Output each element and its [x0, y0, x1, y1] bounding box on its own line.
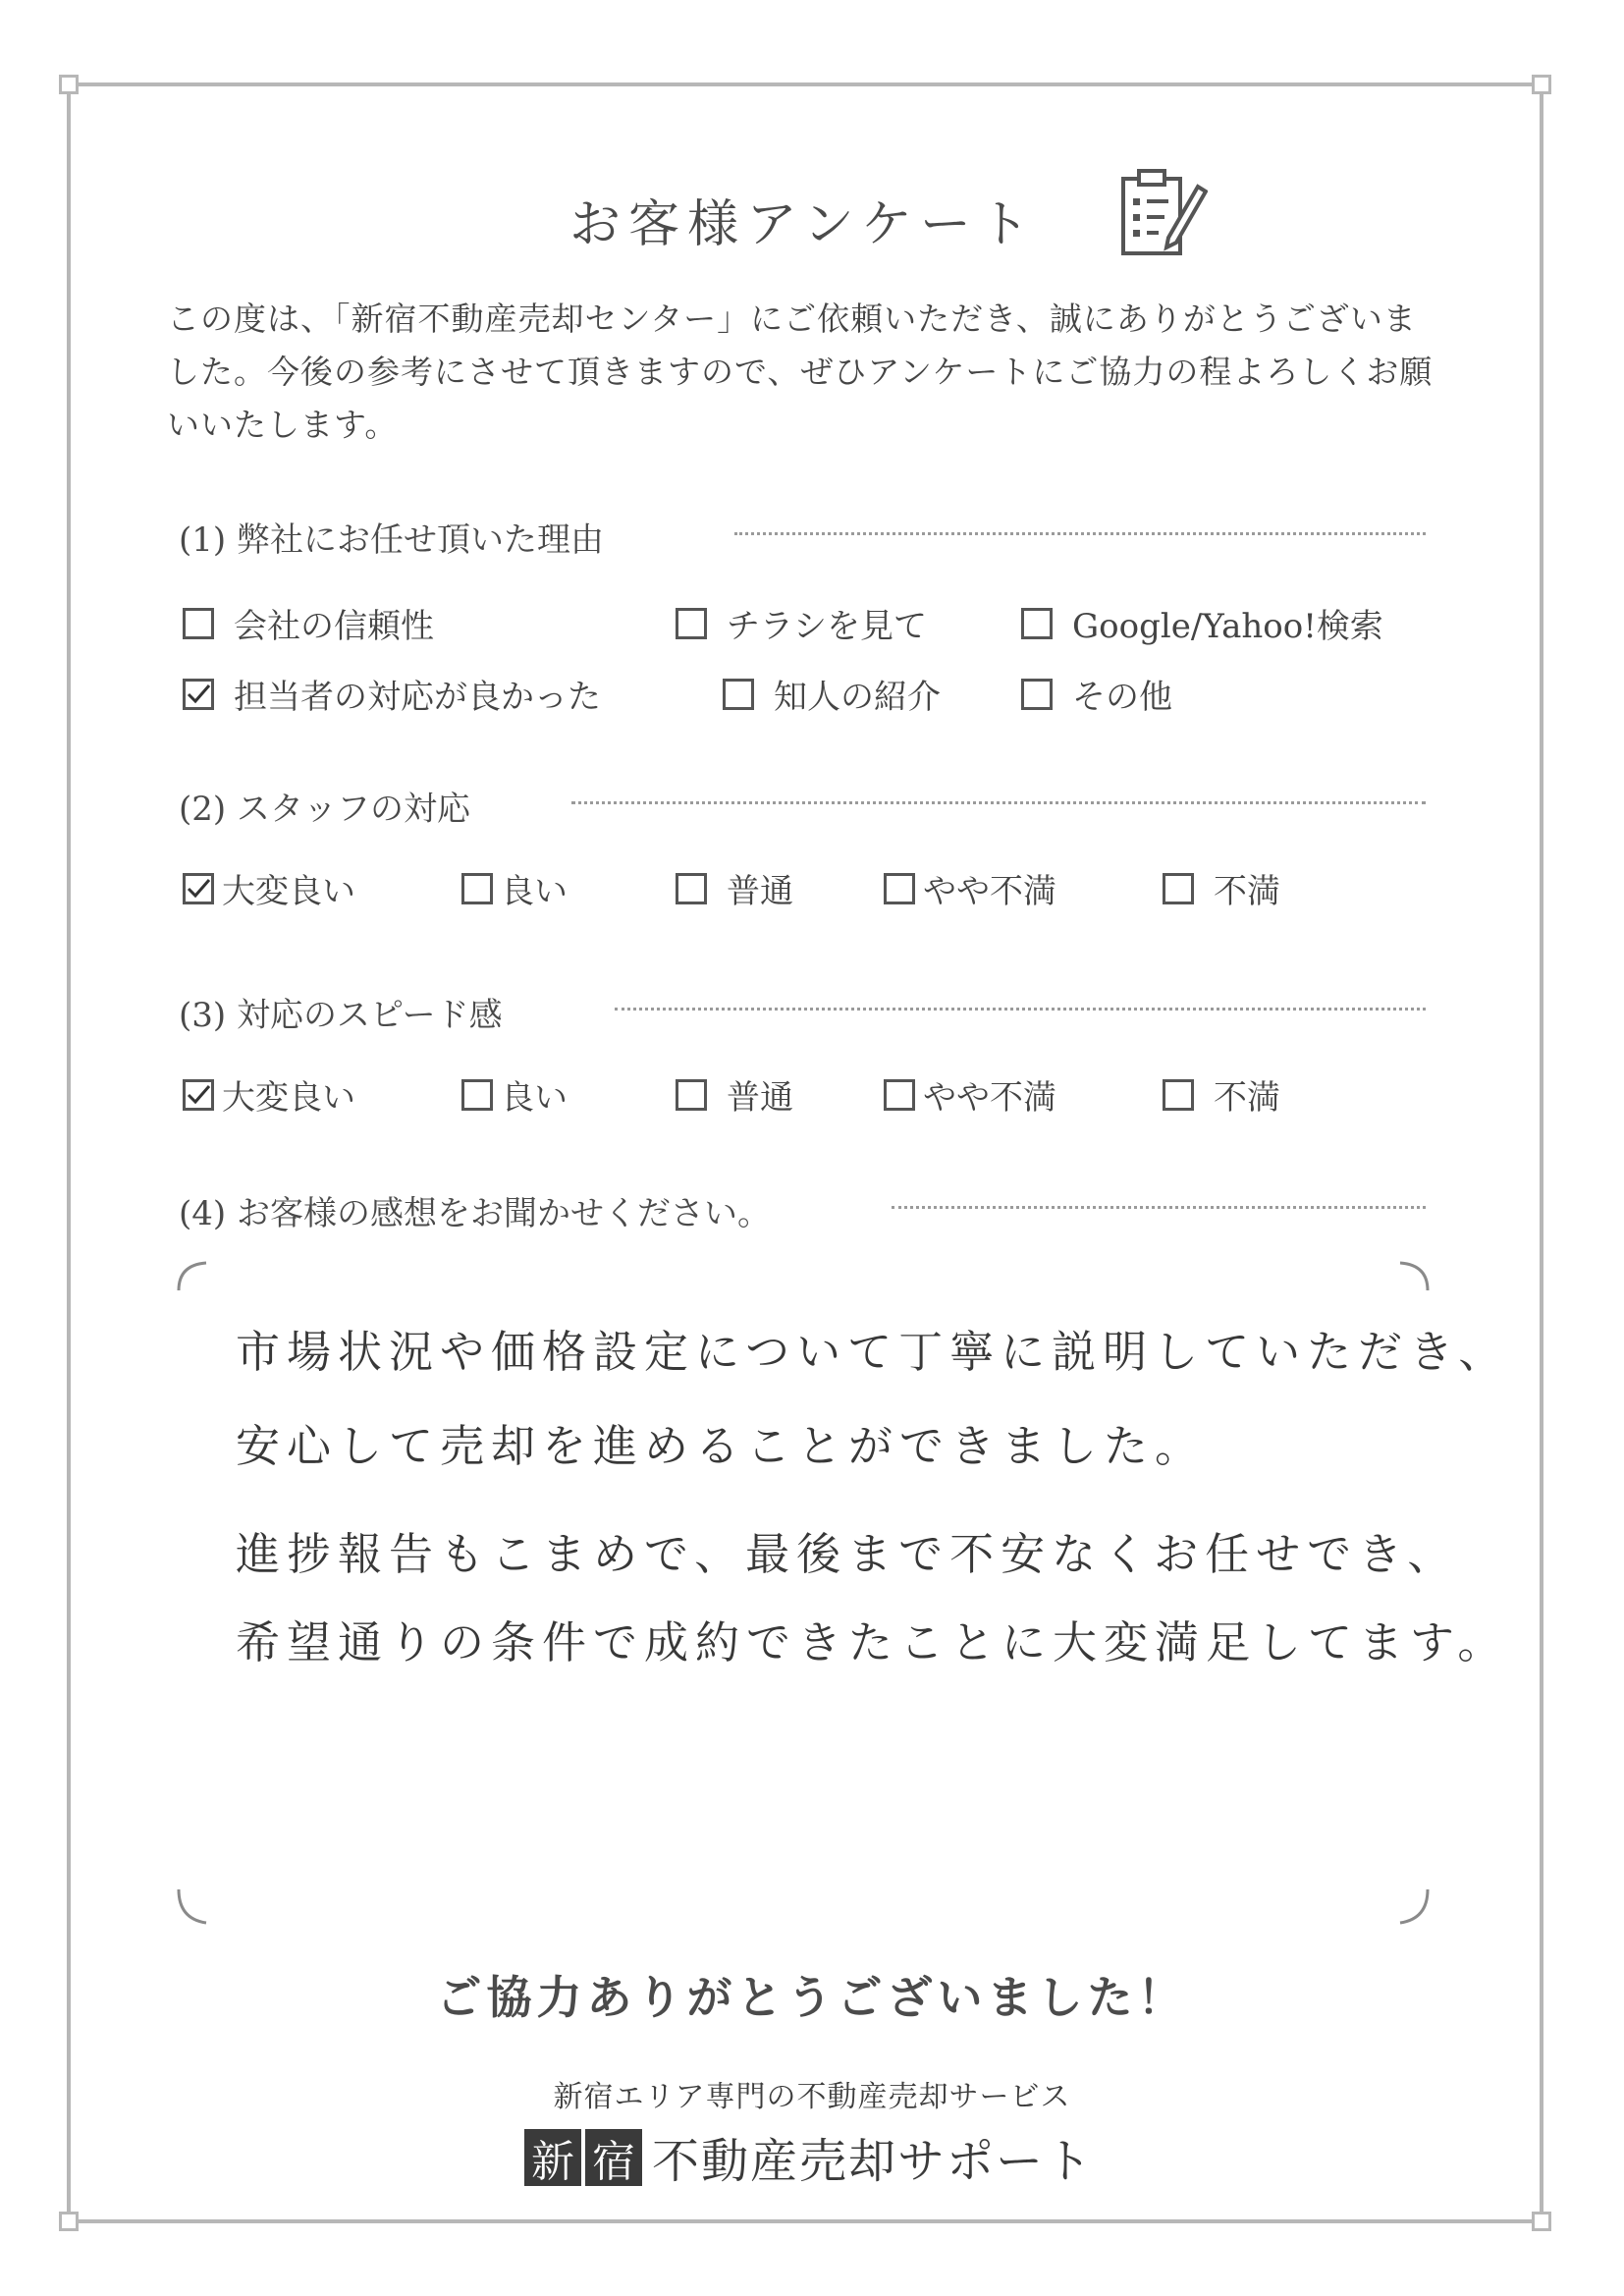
checkmark-icon	[186, 1083, 211, 1107]
option-label: 大変良い	[222, 872, 355, 911]
option-unsatisfied[interactable]	[1163, 1070, 1280, 1119]
intro-text: この度は、「新宿不動産売却センター」にご依頼いただき、誠にありがとうございました。今後の参考にさせて頂きますので、ぜひアンケートにご協力の程よろしくお願いいたします。	[167, 300, 1434, 444]
option-label: チラシを見て	[727, 607, 927, 646]
option-flyer[interactable]	[676, 599, 927, 647]
page-title: お客様アンケート	[569, 195, 1038, 254]
option-somewhat-unsatisfied[interactable]	[884, 1070, 1056, 1119]
option-company-trust[interactable]	[183, 599, 434, 647]
option-label: その他	[1072, 678, 1172, 717]
option-label: 担当者の対応が良かった	[234, 678, 601, 717]
logo-text: 不動産売却サポート	[652, 2134, 1095, 2189]
option-web-search[interactable]	[1021, 599, 1383, 647]
thanks-message: ご協力ありがとうございました！	[436, 1971, 1188, 2024]
checkbox-checked[interactable]	[183, 1079, 214, 1111]
checkbox[interactable]	[1021, 608, 1053, 639]
checkbox[interactable]	[461, 1079, 493, 1111]
option-average[interactable]	[676, 864, 793, 912]
option-label: Google/Yahoo!検索	[1072, 607, 1383, 646]
checkbox[interactable]	[1163, 873, 1194, 904]
dotted-rule	[892, 1206, 1426, 1209]
checkbox[interactable]	[461, 873, 493, 904]
checkbox-checked[interactable]	[183, 873, 214, 904]
comment-line: 希望通りの条件で成約できたことに大変満足してます。	[236, 1616, 1509, 1668]
question-1-heading: (1) 弊社にお任せ頂いた理由	[179, 520, 604, 560]
comment-line: 市場状況や価格設定について丁寧に説明していただき、	[236, 1326, 1510, 1378]
question-2-heading: (2) スタッフの対応	[179, 790, 470, 829]
frame-corner	[59, 2212, 79, 2231]
comment-line: 進捗報告もこまめで、最後まで不安なくお任せでき、	[236, 1528, 1459, 1580]
checkbox[interactable]	[884, 873, 915, 904]
option-good[interactable]	[461, 1070, 568, 1119]
option-unsatisfied[interactable]	[1163, 864, 1280, 912]
comment-line: 安心して売却を進めることができました。	[236, 1420, 1207, 1472]
dotted-rule	[734, 532, 1426, 535]
checkbox[interactable]	[676, 873, 707, 904]
question-4-heading: (4) お客様の感想をお聞かせください。	[179, 1194, 771, 1233]
dotted-rule	[571, 801, 1426, 804]
option-label: 普通	[727, 1078, 793, 1118]
frame-corner	[1532, 2212, 1551, 2231]
option-very-good[interactable]	[183, 1070, 355, 1119]
option-label: 会社の信頼性	[234, 607, 434, 646]
question-3-heading: (3) 対応のスピード感	[179, 996, 503, 1035]
option-label: やや不満	[923, 872, 1056, 911]
option-label: 知人の紹介	[774, 678, 941, 717]
company-logo	[524, 2123, 1094, 2191]
option-label: 良い	[501, 1078, 568, 1118]
option-staff-response[interactable]	[183, 670, 601, 718]
checkbox[interactable]	[1163, 1079, 1194, 1111]
option-average[interactable]	[676, 1070, 793, 1119]
option-label: 良い	[501, 872, 568, 911]
option-label: 普通	[727, 872, 793, 911]
checkbox[interactable]	[183, 608, 214, 639]
frame-corner	[1532, 75, 1551, 94]
checkbox[interactable]	[676, 1079, 707, 1111]
option-label: 不満	[1214, 872, 1280, 911]
option-very-good[interactable]	[183, 864, 355, 912]
logo-block: 新	[524, 2129, 581, 2186]
checkbox[interactable]	[884, 1079, 915, 1111]
option-somewhat-unsatisfied[interactable]	[884, 864, 1056, 912]
logo-block: 宿	[585, 2129, 642, 2186]
option-label: やや不満	[923, 1078, 1056, 1118]
checkbox-checked[interactable]	[183, 679, 214, 710]
dotted-rule	[615, 1008, 1426, 1011]
option-good[interactable]	[461, 864, 568, 912]
checkbox[interactable]	[676, 608, 707, 639]
frame-corner	[59, 75, 79, 94]
clipboard-pen-icon	[1119, 165, 1208, 259]
checkmark-icon	[186, 683, 211, 706]
option-other[interactable]	[1021, 670, 1172, 718]
option-label: 不満	[1214, 1078, 1280, 1118]
option-referral[interactable]	[723, 670, 941, 718]
checkbox[interactable]	[723, 679, 754, 710]
option-label: 大変良い	[222, 1078, 355, 1118]
checkbox[interactable]	[1021, 679, 1053, 710]
checkmark-icon	[186, 877, 211, 901]
footer-tagline: 新宿エリア専門の不動産売却サービス	[553, 2080, 1071, 2114]
